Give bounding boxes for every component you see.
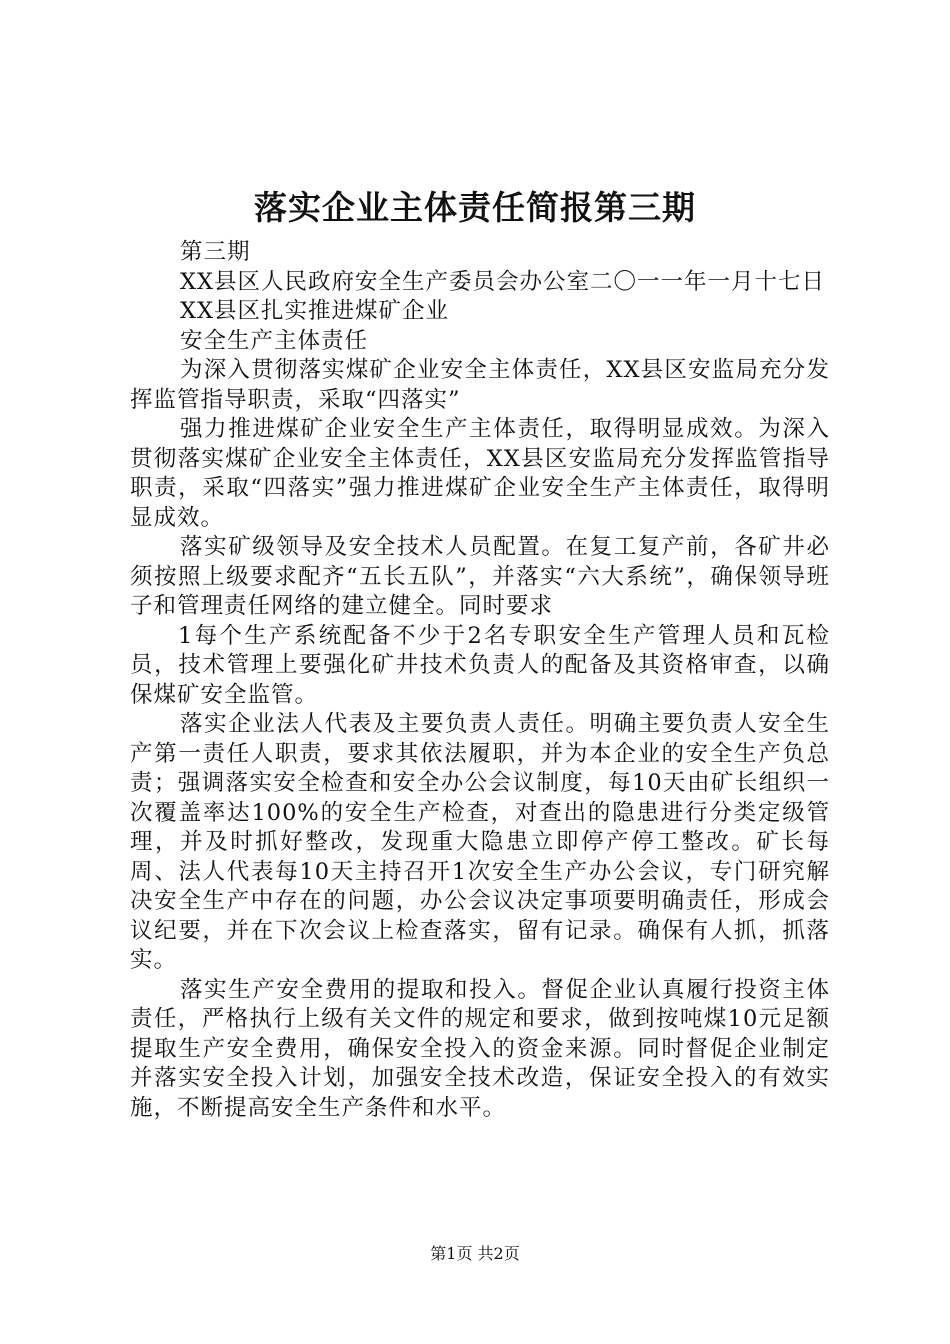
document-body [130, 238, 830, 1123]
issue-number: 第三期 [180, 239, 251, 265]
body-paragraph: 落实生产安全费用的提取和投入。督促企业认真履行投资主体责任，严格执行上级有关文件的规定和要求，做到按吨煤10元足额提取生产安全费用，确保安全投入的资金来源。同时督促企业制定并落实安全投入计划，加强安全技术改造，保证安全投入的有效实施，不断提高安全生产条件和水平。 [130, 976, 830, 1121]
body-paragraph: 落实矿级领导及安全技术人员配置。在复工复产前，各矿井必须按照上级要求配齐“五长五队”，并落实“六大系统”，确保领导班子和管理责任网络的建立健全。同时要求 [130, 534, 830, 619]
intro-paragraph: 为深入贯彻落实煤矿企业安全主体责任，XX县区安监局充分发挥监管指导职责，采取“四落实” [130, 357, 830, 413]
body-paragraph: 强力推进煤矿企业安全生产主体责任，取得明显成效。为深入贯彻落实煤矿企业安全主体责任，XX县区安监局充分发挥监管指导职责，采取“四落实”强力推进煤矿企业安全生产主体责任，取得明显成效。 [130, 416, 830, 531]
subtitle-line-1: XX县区扎实推进煤矿企业 [180, 298, 450, 324]
subtitle-line-2: 安全生产主体责任 [180, 327, 369, 354]
issuer-and-date: XX县区人民政府安全生产委员会办公室二〇一一年一月十七日 [180, 268, 826, 295]
body-paragraph: 1每个生产系统配备不少于2名专职安全生产管理人员和瓦检员，技术管理上要强化矿井技术负责人的配备及其资格审查，以确保煤矿安全监管。 [130, 622, 830, 708]
document-title: 落实企业主体责任简报第三期 [254, 188, 696, 227]
body-paragraph: 落实企业法人代表及主要负责人责任。明确主要负责人安全生产第一责任人职责，要求其依法履职，并为本企业的安全生产负总责；强调落实安全检查和安全办公会议制度，每10天由矿长组织一次覆盖率达100%的安全生产检查，对查出的隐患进行分类定级管理，并及时抓好整改，发现重大隐患立即停产停工整改。矿长每周、法人代表每10天主持召开1次安全生产办公会议，专门研究解决安全生产中存在的问题，办公会议决定事项要明确责任，形成会议纪要，并在下次会议上检查落实，留有记录。确保有人抓，抓落实。 [130, 711, 830, 973]
page-footer: 第1页 共2页 [430, 1244, 520, 1263]
